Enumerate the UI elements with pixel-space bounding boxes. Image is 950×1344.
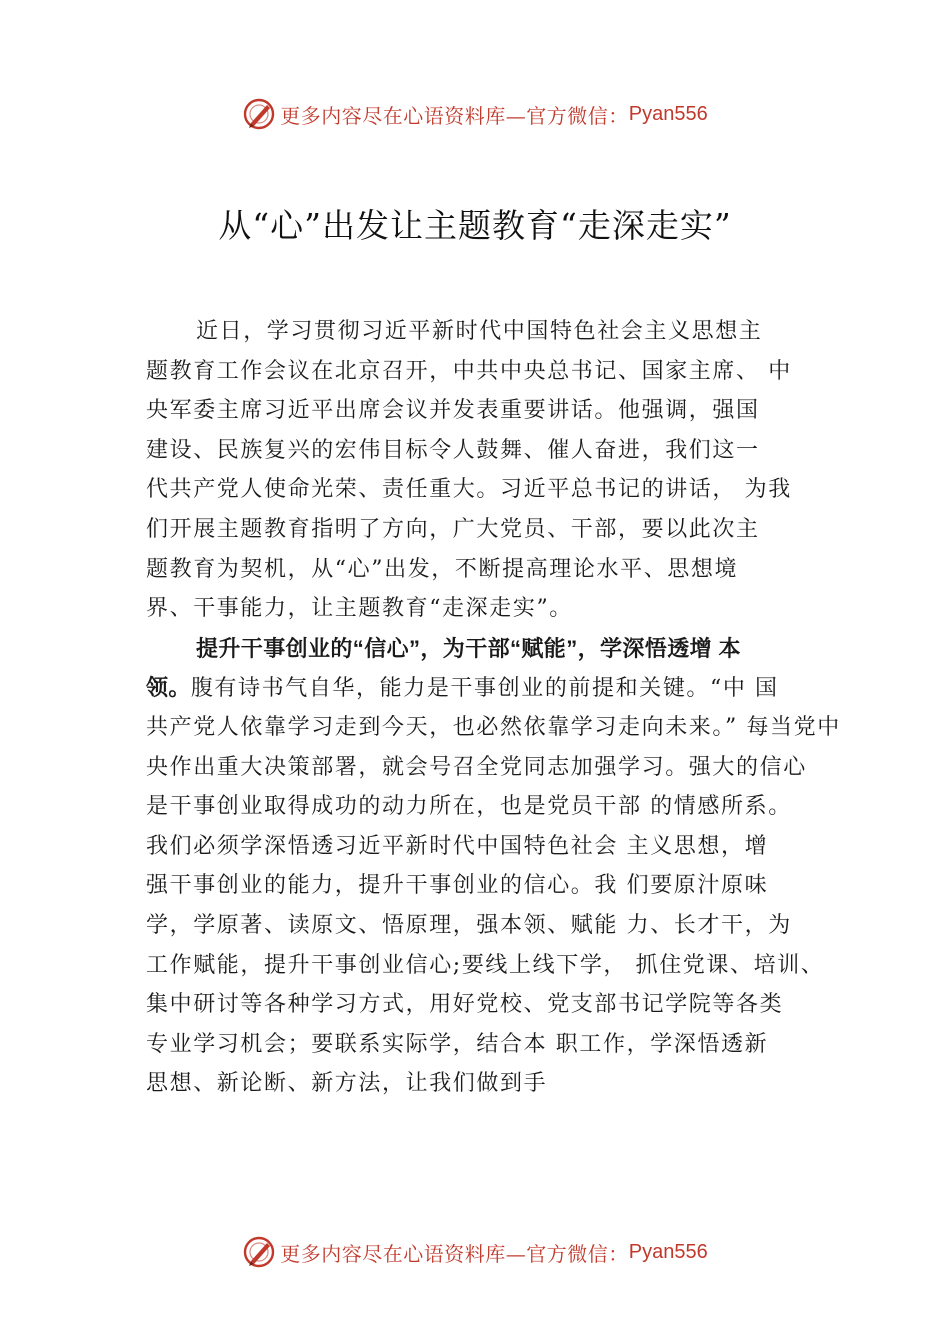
paragraph-line: 我们必须学深悟透习近平新时代中国特色社会 主义思想，增 bbox=[146, 833, 769, 859]
banner-text: 更多内容尽在心语资料库—官方微信： bbox=[280, 103, 629, 128]
paragraph-line: 建设、民族复兴的宏伟目标令人鼓舞、催人奋进，我们这一 bbox=[146, 437, 760, 463]
banner-text: 更多内容尽在心语资料库—官方微信： bbox=[280, 1241, 629, 1266]
paragraph-line: 近日，学习贯彻习近平新时代中国特色社会主义思想主 bbox=[196, 319, 763, 344]
paragraph-line: 是干事创业取得成功的动力所在，也是党员干部 的情感所系。 bbox=[146, 794, 792, 820]
paragraph-line: 共产党人依靠学习走到今天，也必然依靠学习走向未来。” 每当党中 bbox=[146, 714, 841, 740]
paragraph-line: 题教育为契机，从“心”出发，不断提高理论水平、思想境 bbox=[146, 556, 739, 582]
section-heading: 提升干事创业的“信心”，为干部“赋能”，学深悟透增 本 bbox=[196, 635, 741, 661]
document-body bbox=[146, 312, 841, 1104]
banner-wechat-id: Pyan556 bbox=[628, 1240, 708, 1263]
paragraph-line: 思想、新论断、新方法，让我们做到手 bbox=[146, 1071, 548, 1097]
pen-logo-icon bbox=[242, 97, 276, 131]
paragraph-line: 们开展主题教育指明了方向，广大党员、干部，要以此次主 bbox=[146, 516, 760, 542]
pen-logo-icon bbox=[242, 1235, 276, 1269]
paragraph-line: 集中研讨等各种学习方式，用好党校、党支部书记学院等各类 bbox=[146, 992, 784, 1018]
footer-banner bbox=[0, 1232, 950, 1272]
document-title: 从“心”出发让主题教育“走深走实” bbox=[218, 206, 732, 245]
paragraph-line: 专业学习机会；要联系实际学，结合本 职工作，学深悟透新 bbox=[146, 1031, 769, 1057]
paragraph-line: 题教育工作会议在北京召开，中共中央总书记、国家主席、 中 bbox=[146, 358, 792, 384]
paragraph-line bbox=[146, 668, 832, 708]
paragraph-line: 央作出重大决策部署，就会号召全党同志加强学习。强大的信心 bbox=[146, 754, 807, 780]
paragraph-text: 腹有诗书气自华，能力是干事创业的前提和关键。“中 国 bbox=[190, 676, 779, 702]
paragraph-line: 代共产党人使命光荣、责任重大。习近平总书记的讲话， 为我 bbox=[146, 477, 792, 503]
header-banner bbox=[0, 94, 950, 134]
paragraph-line: 界、干事能力，让主题教育“走深走实”。 bbox=[146, 596, 573, 622]
banner-wechat-id: Pyan556 bbox=[628, 102, 708, 125]
section-heading-end: 领。 bbox=[146, 675, 191, 701]
paragraph-line: 强干事创业的能力，提升干事创业的信心。我 们要原汁原味 bbox=[146, 873, 769, 899]
paragraph-line: 工作赋能，提升干事创业信心;要线上线下学， 抓住党课、培训、 bbox=[146, 952, 825, 978]
paragraph-line: 央军委主席习近平出席会议并发表重要讲话。他强调，强国 bbox=[146, 398, 760, 424]
paragraph-line: 学，学原著、读原文、悟原理，强本领、赋能 力、长才干，为 bbox=[146, 912, 792, 938]
